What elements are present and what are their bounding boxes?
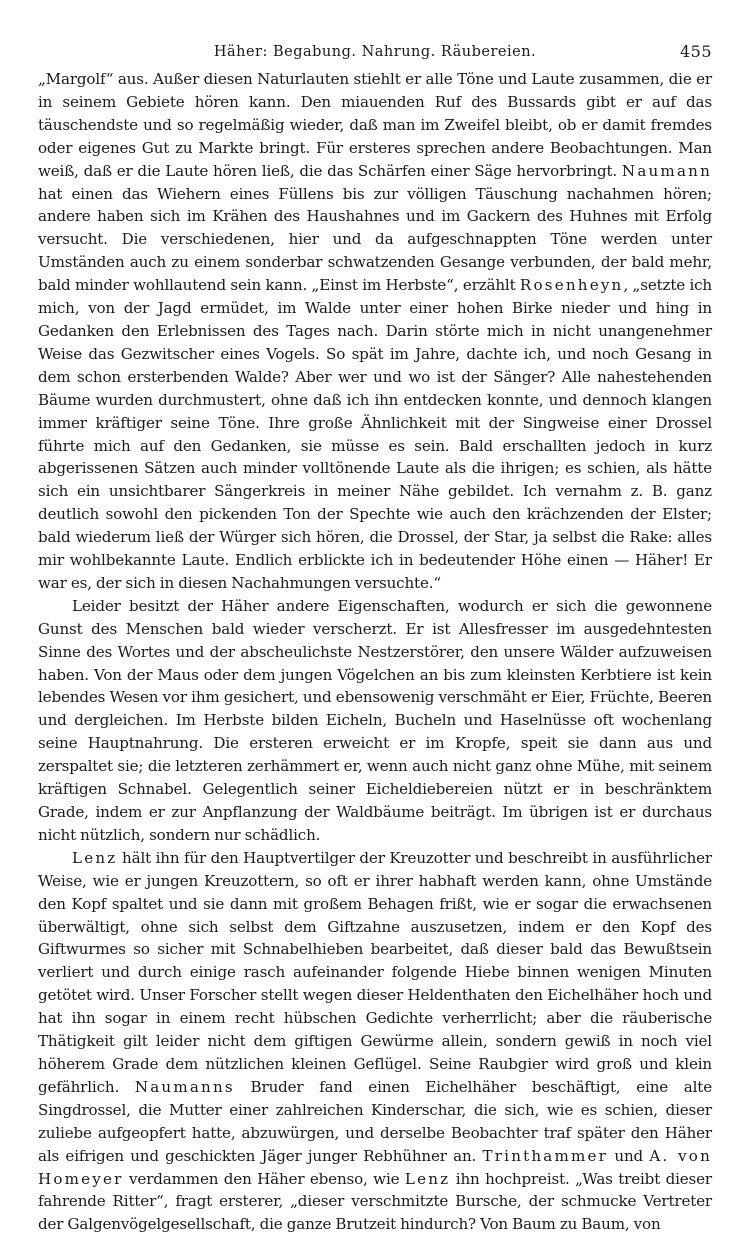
running-title: Häher: Begabung. Nahrung. Räubereien. [213, 44, 537, 60]
spaced-name: Trinthammer [482, 1146, 609, 1165]
spaced-name: Lenz [72, 848, 118, 867]
spaced-name: A. von Homeyer [38, 1146, 713, 1188]
spaced-name: Lenz [404, 1169, 451, 1188]
spaced-name: Rosenheyn [519, 276, 624, 295]
text-segment: „Margolf“ aus. Außer diesen Naturlauten stiehlt er alle Töne und Laute zusammen, die er in seinem Gebiete hören kann. Den miauenden Ruf des Bussards gibt er auf das täuschendste und so regelmäßig wieder, daß man im Zweifel bleibt, ob er damit fremdes oder eigenes Gut zu Markte bringt. Für ersteres sprechen andere Beobachtungen. Man weiß, daß er die Laute hören ließ, die das Schärfen einer Säge hervorbringt. [38, 70, 712, 180]
text-segment: und [608, 1146, 650, 1165]
text-segment: ihn hochpreist. „Was treibt dieser fahrende Ritter“, fragt ersterer, „dieser verschmitzte Bursche, der schmucke Vertreter der Galgenvögelgesellschaft, die ganze Brutzeit hindurch? Von Baum zu Baum, von [38, 1169, 712, 1234]
paragraph [38, 595, 712, 847]
text-segment: verdammen den Häher ebenso, wie [123, 1169, 405, 1188]
spaced-name: Naumann [621, 161, 712, 180]
text-segment: hält ihn für den Hauptvertilger der Kreuzotter und beschreibt in ausführlicher Weise, wie er jungen Kreuzottern, so oft er ihrer habhaft werden kann, ohne Umstände den Kopf spaltet und sie dann mit großem Behagen frißt, wie er sogar die erwachsenen überwältigt, ohne sich selbst dem Giftzahne auszusetzen, indem er den Kopf des Giftwurmes so sicher mit Schnabelhieben bearbeitet, daß dieser bald das Bewußtsein verliert und durch einige rasch aufeinander folgende Hiebe binnen wenigen Minuten getötet wird. Unser Forscher stellt wegen dieser Heldenthaten den Eichelhäher hoch und hat ihn sogar in einem recht hübschen Gedichte verherrlicht; aber die räuberische Thätigkeit gilt leider nicht dem giftigen Gewürme allein, sondern gewiß in noch viel höherem Grade dem nützlichen kleinen Geflügel. Seine Raubgier wird groß und klein gefährlich. [38, 848, 712, 1096]
paragraph [38, 68, 712, 595]
page-number: 455 [679, 42, 712, 61]
page-header [38, 40, 712, 68]
text-segment: Bruder fand einen Eichelhäher beschäftigt, eine alte Singdrossel, die Mutter einer zahlreichen Kinderschar, die sich, wie es schien, dieser zuliebe aufgeopfert hatte, abzuwürgen, und derselbe Beobachter traf später den Häher als eifrigen und geschickten Jäger junger Rebhühner an. [38, 1077, 712, 1165]
text-segment: , „setzte ich mich, von der Jagd ermüdet, im Walde unter einer hohen Birke nieder und hing in Gedanken den Erlebnissen des Tages nach. Darin störte mich in nicht unangenehmer Weise das Gezwitscher eines Vogels. So spät im Jahre, dachte ich, und noch Gesang in dem schon ersterbenden Walde? Aber wer und wo ist der Sänger? Alle nahestehenden Bäume wurden durchmustert, ohne daß ich ihn entdecken konnte, und dennoch klangen immer kräftiger seine Töne. Ihre große Ähnlichkeit mit der Singweise einer Drossel führte mich auf den Gedanken, sie müsse es sein. Bald erschallten jedoch in kurz abgerissenen Sätzen auch minder volltönende Laute als die ihrigen; es schien, als hätte sich ein unsichtbarer Sängerkreis in meiner Nähe gebildet. Ich vernahm z. B. ganz deutlich sowohl den pickenden Ton der Spechte wie auch den krächzenden der Elster; bald wiederum ließ der Würger sich hören, die Drossel, der Star, ja selbst die Rake: alles mir wohlbekannte Laute. Endlich erblickte ich in bedeutender Höhe einen — Häher! Er war es, der sich in diesen Nachahmungen versuchte.“ [38, 276, 712, 592]
body-text [38, 68, 712, 1236]
book-page [38, 40, 712, 1236]
spaced-name: Naumanns [134, 1077, 235, 1096]
text-segment: Leider besitzt der Häher andere Eigenschaften, wodurch er sich die gewonnene Gunst des Menschen bald wieder verscherzt. Er ist Allesfresser im ausgedehntesten Sinne des Wortes und der abscheulichste Nestzerstörer, den unsere Wälder aufzuweisen haben. Von der Maus oder dem jungen Vögelchen an bis zum kleinsten Kerbtiere ist kein lebendes Wesen vor ihm gesichert, und ebensowenig verschmäht er Eier, Früchte, Beeren und dergleichen. Im Herbste bilden Eicheln, Bucheln und Haselnüsse oft wochenlang seine Hauptnahrung. Die ersteren erweicht er im Kropfe, speit sie dann aus und zerspaltet sie; die letzteren zerhämmert er, wenn auch nicht ganz ohne Mühe, mit seinem kräftigen Schnabel. Gelegentlich seiner Eicheldiebereien nützt er in beschränktem Grade, indem er zur Anpflanzung der Waldbäume beiträgt. Im übrigen ist er durchaus nicht nützlich, sondern nur schädlich. [38, 596, 712, 844]
text-segment: hat einen das Wiehern eines Füllens bis zur völligen Täuschung nachahmen hören; andere haben sich im Krähen des Haushahnes und im Gackern des Huhnes mit Erfolg versucht. Die verschiedenen, hier und da aufgeschnappten Töne werden unter Umständen auch zu einem sonderbar schwatzenden Gesange verbunden, der bald mehr, bald minder wohllautend sein kann. „Einst im Herbste“, erzählt [38, 184, 712, 295]
paragraph [38, 847, 712, 1236]
